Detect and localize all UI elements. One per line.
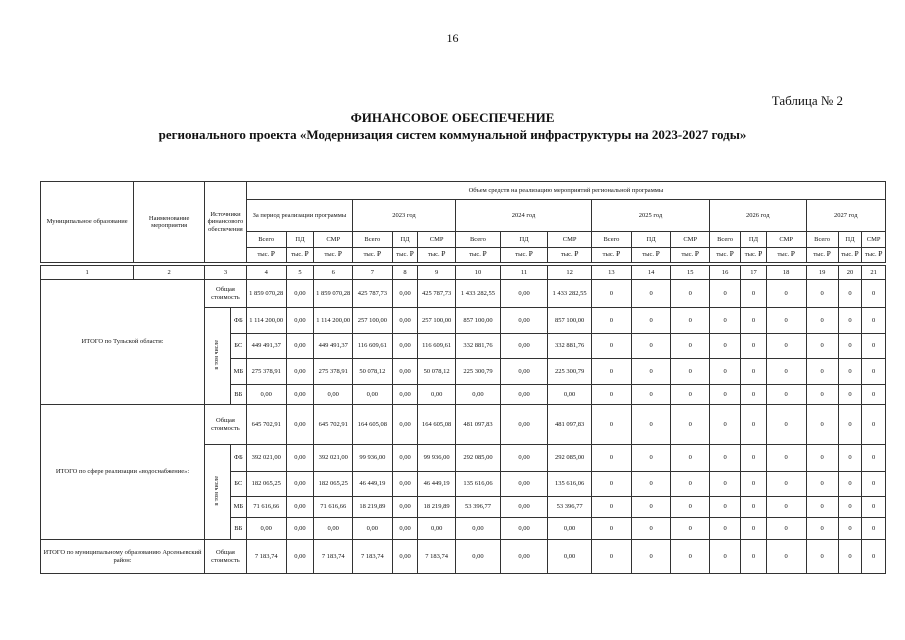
value-cell: 332 881,76 — [455, 334, 500, 359]
header-subcolumn: ПД — [741, 232, 767, 248]
value-cell: 1 114 200,00 — [314, 308, 353, 334]
value-cell: 0,00 — [286, 472, 314, 497]
value-cell: 0 — [862, 518, 886, 540]
header-period: 2025 год — [592, 200, 710, 232]
column-number: 5 — [286, 266, 314, 280]
value-cell: 225 300,79 — [548, 359, 592, 385]
value-cell: 0 — [838, 540, 862, 574]
value-cell: 0 — [710, 445, 741, 472]
value-cell: 0 — [806, 540, 838, 574]
group-name: ИТОГО по муниципальному образованию Арсеньевский район: — [41, 540, 205, 574]
including-label-text: в том числе — [213, 339, 220, 370]
header-subcolumn: ПД — [500, 232, 547, 248]
value-cell: 0 — [741, 445, 767, 472]
value-cell: 0,00 — [353, 518, 393, 540]
column-number: 3 — [205, 266, 247, 280]
value-cell: 425 787,73 — [418, 280, 456, 308]
value-cell: 0 — [631, 385, 671, 405]
value-cell: 0 — [592, 518, 632, 540]
value-cell: 0 — [592, 359, 632, 385]
header-unit: тыс. ₽ — [592, 248, 632, 263]
value-cell: 0,00 — [500, 308, 547, 334]
value-cell: 116 609,61 — [353, 334, 393, 359]
value-cell: 0,00 — [392, 308, 418, 334]
header-unit: тыс. ₽ — [838, 248, 862, 263]
value-cell: 481 097,83 — [548, 405, 592, 445]
value-cell: 0 — [766, 472, 806, 497]
value-cell: 0 — [766, 359, 806, 385]
value-cell: 0 — [766, 540, 806, 574]
value-cell: 0 — [710, 308, 741, 334]
column-numbers-row — [41, 266, 886, 280]
value-cell: 0 — [592, 405, 632, 445]
header-subcolumn: ПД — [286, 232, 314, 248]
value-cell: 857 100,00 — [548, 308, 592, 334]
value-cell: 257 100,00 — [353, 308, 393, 334]
value-cell: 0 — [862, 334, 886, 359]
value-cell: 0 — [592, 472, 632, 497]
value-cell: 0 — [592, 308, 632, 334]
value-cell: 0 — [710, 334, 741, 359]
value-cell: 1 433 282,55 — [455, 280, 500, 308]
value-cell: 0 — [631, 472, 671, 497]
value-cell: 0,00 — [286, 385, 314, 405]
value-cell: 0,00 — [455, 518, 500, 540]
value-cell: 0 — [592, 280, 632, 308]
value-cell: 0 — [766, 308, 806, 334]
value-cell: 0,00 — [286, 445, 314, 472]
value-cell: 0 — [862, 445, 886, 472]
value-cell: 0 — [741, 497, 767, 518]
value-cell: 0 — [741, 359, 767, 385]
value-cell: 449 491,37 — [246, 334, 286, 359]
value-cell: 425 787,73 — [353, 280, 393, 308]
table-row — [41, 280, 886, 308]
value-cell: 0 — [838, 405, 862, 445]
header-subcolumn: СМР — [766, 232, 806, 248]
column-number: 9 — [418, 266, 456, 280]
value-cell: 292 085,00 — [548, 445, 592, 472]
value-cell: 0,00 — [500, 405, 547, 445]
value-cell: 0 — [741, 405, 767, 445]
value-cell: 0,00 — [353, 385, 393, 405]
value-cell: 0,00 — [392, 280, 418, 308]
value-cell: 0 — [862, 280, 886, 308]
value-cell: 0 — [806, 472, 838, 497]
value-cell: 0 — [838, 472, 862, 497]
value-cell: 0,00 — [286, 497, 314, 518]
header-period: 2026 год — [710, 200, 807, 232]
source-label: МБ — [230, 497, 246, 518]
value-cell: 18 219,89 — [418, 497, 456, 518]
value-cell: 449 491,37 — [314, 334, 353, 359]
header-unit: тыс. ₽ — [548, 248, 592, 263]
table-row — [41, 405, 886, 445]
value-cell: 0 — [741, 472, 767, 497]
value-cell: 0,00 — [500, 334, 547, 359]
value-cell: 0,00 — [286, 308, 314, 334]
value-cell: 0 — [671, 280, 710, 308]
value-cell: 0,00 — [500, 540, 547, 574]
column-number: 20 — [838, 266, 862, 280]
value-cell: 18 219,89 — [353, 497, 393, 518]
table-label: Таблица № 2 — [771, 93, 843, 108]
header-period: 2024 год — [455, 200, 591, 232]
value-cell: 0 — [862, 540, 886, 574]
value-cell: 0,00 — [314, 385, 353, 405]
value-cell: 164 605,08 — [418, 405, 456, 445]
value-cell: 0,00 — [548, 518, 592, 540]
value-cell: 0,00 — [418, 385, 456, 405]
source-total: Общая стоимость — [205, 280, 247, 308]
value-cell: 0,00 — [314, 518, 353, 540]
value-cell: 0 — [671, 497, 710, 518]
value-cell: 0,00 — [246, 385, 286, 405]
document-subtitle: регионального проекта «Модернизация систем коммунальной инфраструктуры на 2023-2027 годы» — [158, 127, 747, 142]
value-cell: 0,00 — [392, 334, 418, 359]
value-cell: 0,00 — [286, 518, 314, 540]
value-cell: 1 859 070,28 — [246, 280, 286, 308]
value-cell: 46 449,19 — [353, 472, 393, 497]
header-unit: тыс. ₽ — [766, 248, 806, 263]
value-cell: 0 — [806, 518, 838, 540]
value-cell: 0,00 — [392, 359, 418, 385]
header-unit: тыс. ₽ — [710, 248, 741, 263]
value-cell: 0 — [862, 385, 886, 405]
value-cell: 0 — [671, 518, 710, 540]
value-cell: 0,00 — [548, 540, 592, 574]
column-number: 4 — [246, 266, 286, 280]
value-cell: 7 183,74 — [314, 540, 353, 574]
header-period: 2027 год — [806, 200, 885, 232]
value-cell: 0 — [766, 385, 806, 405]
value-cell: 0 — [766, 497, 806, 518]
value-cell: 0 — [806, 280, 838, 308]
value-cell: 0 — [592, 385, 632, 405]
value-cell: 0 — [766, 280, 806, 308]
value-cell: 0 — [631, 540, 671, 574]
value-cell: 182 065,25 — [246, 472, 286, 497]
value-cell: 0 — [592, 334, 632, 359]
value-cell: 0 — [806, 385, 838, 405]
value-cell: 0 — [862, 359, 886, 385]
column-number: 15 — [671, 266, 710, 280]
header-subcolumn: Всего — [246, 232, 286, 248]
header-subcolumn: Всего — [592, 232, 632, 248]
value-cell: 0,00 — [392, 518, 418, 540]
header-period: 2023 год — [353, 200, 456, 232]
value-cell: 257 100,00 — [418, 308, 456, 334]
value-cell: 0,00 — [500, 497, 547, 518]
column-number: 8 — [392, 266, 418, 280]
value-cell: 0 — [838, 334, 862, 359]
value-cell: 0 — [741, 280, 767, 308]
value-cell: 0 — [592, 445, 632, 472]
value-cell: 0 — [838, 497, 862, 518]
column-number: 18 — [766, 266, 806, 280]
value-cell: 0,00 — [455, 540, 500, 574]
value-cell: 857 100,00 — [455, 308, 500, 334]
header-subcolumn: ПД — [631, 232, 671, 248]
value-cell: 1 433 282,55 — [548, 280, 592, 308]
value-cell: 0 — [631, 445, 671, 472]
value-cell: 0 — [671, 540, 710, 574]
header-subcolumn: Всего — [353, 232, 393, 248]
value-cell: 0 — [710, 385, 741, 405]
header-subcolumn: Всего — [806, 232, 838, 248]
value-cell: 0 — [766, 445, 806, 472]
value-cell: 0 — [631, 497, 671, 518]
value-cell: 225 300,79 — [455, 359, 500, 385]
value-cell: 0 — [862, 472, 886, 497]
source-label: БС — [230, 472, 246, 497]
value-cell: 0,00 — [286, 359, 314, 385]
header-unit: тыс. ₽ — [418, 248, 456, 263]
value-cell: 0 — [806, 405, 838, 445]
value-cell: 0 — [838, 280, 862, 308]
header-subcolumn: СМР — [418, 232, 456, 248]
value-cell: 0 — [806, 497, 838, 518]
value-cell: 71 616,66 — [314, 497, 353, 518]
table-body — [41, 182, 886, 574]
value-cell: 0 — [838, 518, 862, 540]
value-cell: 0 — [710, 280, 741, 308]
value-cell: 135 616,06 — [548, 472, 592, 497]
value-cell: 0,00 — [500, 445, 547, 472]
value-cell: 0 — [710, 472, 741, 497]
column-number: 12 — [548, 266, 592, 280]
value-cell: 0 — [671, 445, 710, 472]
value-cell: 0 — [631, 359, 671, 385]
value-cell: 0,00 — [455, 385, 500, 405]
value-cell: 0,00 — [500, 359, 547, 385]
value-cell: 1 114 200,00 — [246, 308, 286, 334]
value-cell: 116 609,61 — [418, 334, 456, 359]
column-number: 6 — [314, 266, 353, 280]
value-cell: 0 — [766, 518, 806, 540]
value-cell: 275 378,91 — [246, 359, 286, 385]
value-cell: 99 936,00 — [353, 445, 393, 472]
value-cell: 0,00 — [500, 280, 547, 308]
header-unit: тыс. ₽ — [862, 248, 886, 263]
header-sources: Источники финансового обеспечения — [205, 182, 247, 263]
value-cell: 0 — [671, 308, 710, 334]
value-cell: 0,00 — [392, 405, 418, 445]
value-cell: 0 — [710, 518, 741, 540]
header-event: Наименование мероприятия — [134, 182, 205, 263]
group-name: ИТОГО по сфере реализации «водоснабжение»: — [41, 405, 205, 540]
value-cell: 332 881,76 — [548, 334, 592, 359]
value-cell: 182 065,25 — [314, 472, 353, 497]
source-label: ФБ — [230, 445, 246, 472]
value-cell: 1 859 070,28 — [314, 280, 353, 308]
value-cell: 481 097,83 — [455, 405, 500, 445]
column-number: 17 — [741, 266, 767, 280]
table-row — [41, 540, 886, 574]
header-subcolumn: ПД — [838, 232, 862, 248]
header-subcolumn: ПД — [392, 232, 418, 248]
value-cell: 0 — [806, 334, 838, 359]
column-number: 19 — [806, 266, 838, 280]
value-cell: 7 183,74 — [353, 540, 393, 574]
value-cell: 0,00 — [392, 385, 418, 405]
value-cell: 53 396,77 — [455, 497, 500, 518]
header-unit: тыс. ₽ — [671, 248, 710, 263]
document-title: ФИНАНСОВОЕ ОБЕСПЕЧЕНИЕ — [350, 110, 555, 125]
page-number: 16 — [446, 31, 459, 45]
value-cell: 0 — [631, 280, 671, 308]
value-cell: 0 — [741, 518, 767, 540]
value-cell: 50 078,12 — [418, 359, 456, 385]
value-cell: 0 — [741, 334, 767, 359]
value-cell: 0,00 — [246, 518, 286, 540]
value-cell: 0 — [710, 497, 741, 518]
value-cell: 0 — [631, 405, 671, 445]
source-label: ВБ — [230, 518, 246, 540]
value-cell: 0 — [862, 405, 886, 445]
column-number: 2 — [134, 266, 205, 280]
value-cell: 0 — [671, 472, 710, 497]
source-total: Общая стоимость — [205, 540, 247, 574]
header-unit: тыс. ₽ — [314, 248, 353, 263]
value-cell: 0 — [710, 540, 741, 574]
header-unit: тыс. ₽ — [455, 248, 500, 263]
value-cell: 0,00 — [500, 385, 547, 405]
value-cell: 0,00 — [500, 472, 547, 497]
header-subcolumn: СМР — [314, 232, 353, 248]
value-cell: 0 — [766, 334, 806, 359]
value-cell: 275 378,91 — [314, 359, 353, 385]
value-cell: 50 078,12 — [353, 359, 393, 385]
value-cell: 0 — [631, 334, 671, 359]
header-subcolumn: СМР — [548, 232, 592, 248]
column-number: 10 — [455, 266, 500, 280]
value-cell: 99 936,00 — [418, 445, 456, 472]
including-label — [205, 445, 231, 540]
value-cell: 0 — [741, 540, 767, 574]
value-cell: 0,00 — [392, 497, 418, 518]
value-cell: 0,00 — [286, 540, 314, 574]
header-unit: тыс. ₽ — [353, 248, 393, 263]
value-cell: 0 — [838, 308, 862, 334]
source-label: ВБ — [230, 385, 246, 405]
including-label — [205, 308, 231, 405]
value-cell: 0 — [838, 385, 862, 405]
value-cell: 164 605,08 — [353, 405, 393, 445]
header-subcolumn: Всего — [455, 232, 500, 248]
value-cell: 0 — [806, 308, 838, 334]
header-unit: тыс. ₽ — [741, 248, 767, 263]
including-label-text: в том числе — [213, 475, 220, 506]
source-label: МБ — [230, 359, 246, 385]
value-cell: 0 — [592, 540, 632, 574]
value-cell: 71 616,66 — [246, 497, 286, 518]
value-cell: 0 — [710, 359, 741, 385]
value-cell: 0,00 — [286, 405, 314, 445]
value-cell: 292 085,00 — [455, 445, 500, 472]
header-unit: тыс. ₽ — [631, 248, 671, 263]
value-cell: 0,00 — [418, 518, 456, 540]
value-cell: 7 183,74 — [418, 540, 456, 574]
value-cell: 46 449,19 — [418, 472, 456, 497]
value-cell: 645 702,91 — [246, 405, 286, 445]
financing-table — [40, 181, 886, 574]
value-cell: 0 — [671, 405, 710, 445]
header-subcolumn: СМР — [671, 232, 710, 248]
value-cell: 0,00 — [392, 445, 418, 472]
value-cell: 0 — [838, 445, 862, 472]
value-cell: 392 021,00 — [246, 445, 286, 472]
header-unit: тыс. ₽ — [806, 248, 838, 263]
value-cell: 0 — [592, 497, 632, 518]
value-cell: 0 — [862, 308, 886, 334]
header-subcolumn: СМР — [862, 232, 886, 248]
column-number: 1 — [41, 266, 134, 280]
value-cell: 0,00 — [548, 385, 592, 405]
value-cell: 0 — [671, 385, 710, 405]
value-cell: 0 — [741, 308, 767, 334]
value-cell: 135 616,06 — [455, 472, 500, 497]
value-cell: 0,00 — [392, 540, 418, 574]
group-name: ИТОГО по Тульской области: — [41, 280, 205, 405]
value-cell: 645 702,91 — [314, 405, 353, 445]
value-cell: 392 021,00 — [314, 445, 353, 472]
value-cell: 0 — [631, 308, 671, 334]
value-cell: 0 — [862, 497, 886, 518]
header-subcolumn: Всего — [710, 232, 741, 248]
value-cell: 0 — [806, 445, 838, 472]
value-cell: 0 — [671, 359, 710, 385]
header-unit: тыс. ₽ — [286, 248, 314, 263]
source-label: ФБ — [230, 308, 246, 334]
value-cell: 0,00 — [392, 472, 418, 497]
header-unit: тыс. ₽ — [246, 248, 286, 263]
column-number: 21 — [862, 266, 886, 280]
column-number: 14 — [631, 266, 671, 280]
header-period: За период реализации программы — [246, 200, 352, 232]
column-number: 7 — [353, 266, 393, 280]
value-cell: 0 — [671, 334, 710, 359]
header-row — [41, 182, 886, 200]
value-cell: 0,00 — [286, 334, 314, 359]
value-cell: 0 — [631, 518, 671, 540]
value-cell: 0 — [766, 405, 806, 445]
value-cell: 0,00 — [500, 518, 547, 540]
header-unit: тыс. ₽ — [500, 248, 547, 263]
value-cell: 7 183,74 — [246, 540, 286, 574]
column-number: 13 — [592, 266, 632, 280]
value-cell: 0 — [741, 385, 767, 405]
value-cell: 0 — [806, 359, 838, 385]
source-total: Общая стоимость — [205, 405, 247, 445]
value-cell: 0 — [838, 359, 862, 385]
header-unit: тыс. ₽ — [392, 248, 418, 263]
column-number: 16 — [710, 266, 741, 280]
value-cell: 53 396,77 — [548, 497, 592, 518]
value-cell: 0,00 — [286, 280, 314, 308]
column-number: 11 — [500, 266, 547, 280]
source-label: БС — [230, 334, 246, 359]
value-cell: 0 — [710, 405, 741, 445]
header-municipality: Муниципальное образование — [41, 182, 134, 263]
header-volume: Объем средств на реализацию мероприятий региональной программы — [246, 182, 885, 200]
